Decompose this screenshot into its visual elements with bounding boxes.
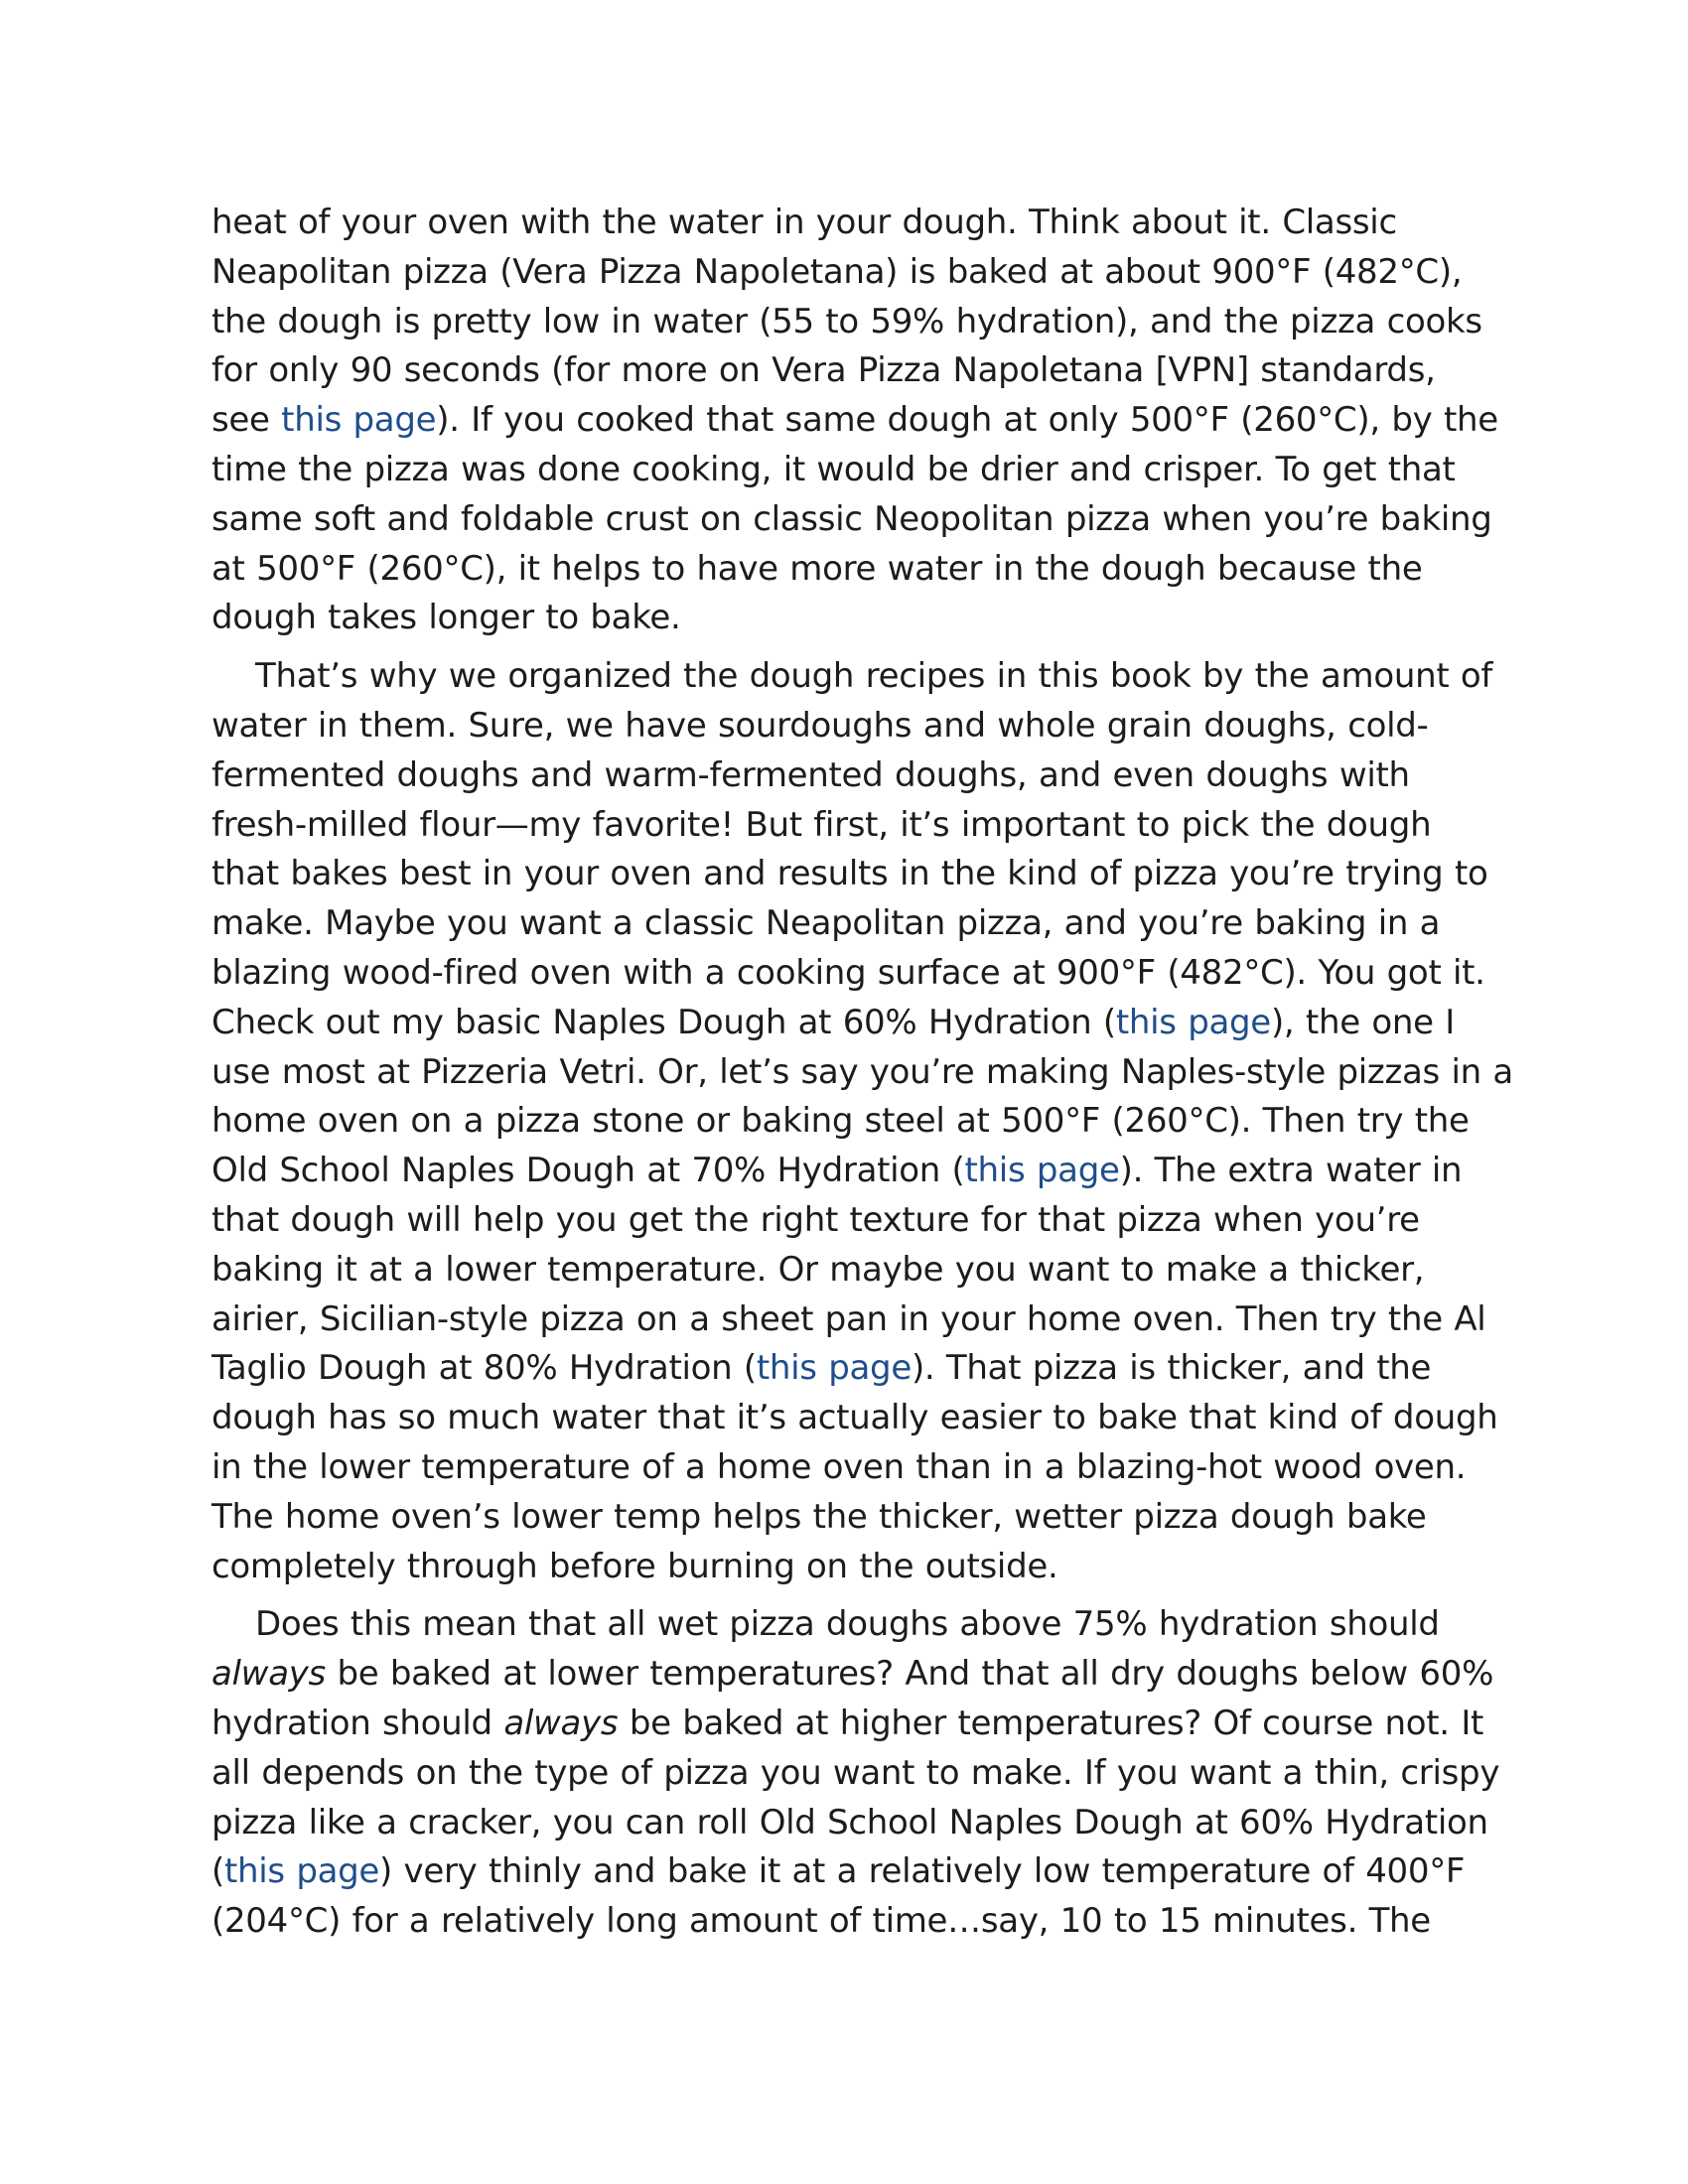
text-line: in the lower temperature of a home oven than in a blazing-hot wood oven. [211, 1446, 1467, 1487]
paragraph-1 [211, 199, 1498, 643]
text-line: all depends on the type of pizza you want to make. If you want a thin, crispy [211, 1752, 1500, 1793]
text-line: heat of your oven with the water in your dough. Think about it. Classic [211, 203, 1397, 242]
text-line: at 500°F (260°C), it helps to have more water in the dough because the [211, 548, 1423, 589]
text-line [211, 1700, 1482, 1749]
text-line: make. Maybe you want a classic Neapolitan pizza, and you’re baking in a [211, 903, 1441, 944]
text-line: home oven on a pizza stone or baking steel at 500°F (260°C). Then try the [211, 1101, 1470, 1142]
text-line: dough has so much water that it’s actually easier to bake that kind of dough [211, 1398, 1498, 1438]
text-line: Does this mean that all wet pizza doughs above 75% hydration should [255, 1604, 1440, 1645]
text-line: that dough will help you get the right texture for that pizza when you’re [211, 1199, 1420, 1240]
text-line: same soft and foldable crust on classic Neopolitan pizza when you’re baking [211, 498, 1492, 539]
text-line [211, 1147, 1482, 1196]
this-page-link[interactable]: this page [1115, 1002, 1271, 1042]
text-line [211, 396, 1498, 446]
text-segment: Old School Naples Dough at 70% Hydration ( [211, 1151, 965, 1191]
page-body [211, 199, 1513, 1947]
text-line: That’s why we organized the dough recipes in this book by the amount of [255, 656, 1493, 697]
text-segment: see [211, 400, 282, 441]
text-line: dough takes longer to bake. [211, 598, 681, 638]
text-line: blazing wood-fired oven with a cooking surface at 900°F (482°C). You got it. [211, 952, 1485, 993]
text-line: time the pizza was done cooking, it would be drier and crisper. To get that [211, 449, 1456, 489]
emphasis-text: always [211, 1654, 326, 1695]
text-line: The home oven’s lower temp helps the thicker, wetter pizza dough bake [211, 1496, 1427, 1537]
text-segment: Taglio Dough at 80% Hydration ( [211, 1348, 757, 1389]
text-segment: hydration should [211, 1703, 504, 1743]
text-line [211, 1344, 1482, 1394]
text-line [211, 1847, 1482, 1897]
text-segment: ( [211, 1851, 224, 1892]
this-page-link[interactable]: this page [223, 1851, 380, 1892]
text-line: water in them. Sure, we have sourdoughs and whole grain doughs, cold- [211, 705, 1429, 746]
text-segment: ) very thinly and bake it at a relatively low temperature of 400°F [379, 1851, 1466, 1892]
this-page-link[interactable]: this page [964, 1151, 1120, 1191]
text-line [211, 999, 1482, 1048]
text-segment: ). That pizza is thicker, and the [911, 1348, 1432, 1389]
this-page-link[interactable]: this page [756, 1348, 912, 1389]
text-segment: be baked at lower temperatures? And that all dry doughs below 60% [325, 1654, 1494, 1695]
text-line: fresh-milled flour—my favorite! But first, it’s important to pick the dough [211, 804, 1432, 845]
text-segment: be baked at higher temperatures? Of course not. It [618, 1703, 1484, 1743]
text-segment: ), the one I [1270, 1002, 1455, 1042]
text-segment: Check out my basic Naples Dough at 60% Hydration ( [211, 1002, 1116, 1042]
text-line: airier, Sicilian-style pizza on a sheet pan in your home oven. Then try the Al [211, 1298, 1486, 1339]
text-segment: ). If you cooked that same dough at only 500°F (260°C), by the [436, 400, 1498, 441]
text-line: fermented doughs and warm-fermented doughs, and even doughs with [211, 754, 1410, 795]
text-line: use most at Pizzeria Vetri. Or, let’s say you’re making Naples-style pizzas in a [211, 1051, 1513, 1092]
this-page-link[interactable]: this page [281, 400, 437, 441]
text-line: baking it at a lower temperature. Or maybe you want to make a thicker, [211, 1249, 1425, 1290]
text-line: for only 90 seconds (for more on Vera Pizza Napoletana [VPN] standards, [211, 350, 1436, 391]
text-line: Neapolitan pizza (Vera Pizza Napoletana) is baked at about 900°F (482°C), [211, 251, 1463, 292]
text-segment: ). The extra water in [1119, 1151, 1463, 1191]
paragraph-2 [211, 652, 1513, 1591]
text-line: that bakes best in your oven and results in the kind of pizza you’re trying to [211, 854, 1488, 894]
text-line [211, 1650, 1494, 1700]
text-line: the dough is pretty low in water (55 to 59% hydration), and the pizza cooks [211, 301, 1482, 341]
emphasis-text: always [503, 1703, 619, 1743]
text-line: (204°C) for a relatively long amount of time…say, 10 to 15 minutes. The [211, 1901, 1431, 1942]
text-line: completely through before burning on the outside. [211, 1546, 1058, 1586]
text-line: pizza like a cracker, you can roll Old School Naples Dough at 60% Hydration [211, 1802, 1488, 1843]
paragraph-3 [211, 1600, 1500, 1947]
